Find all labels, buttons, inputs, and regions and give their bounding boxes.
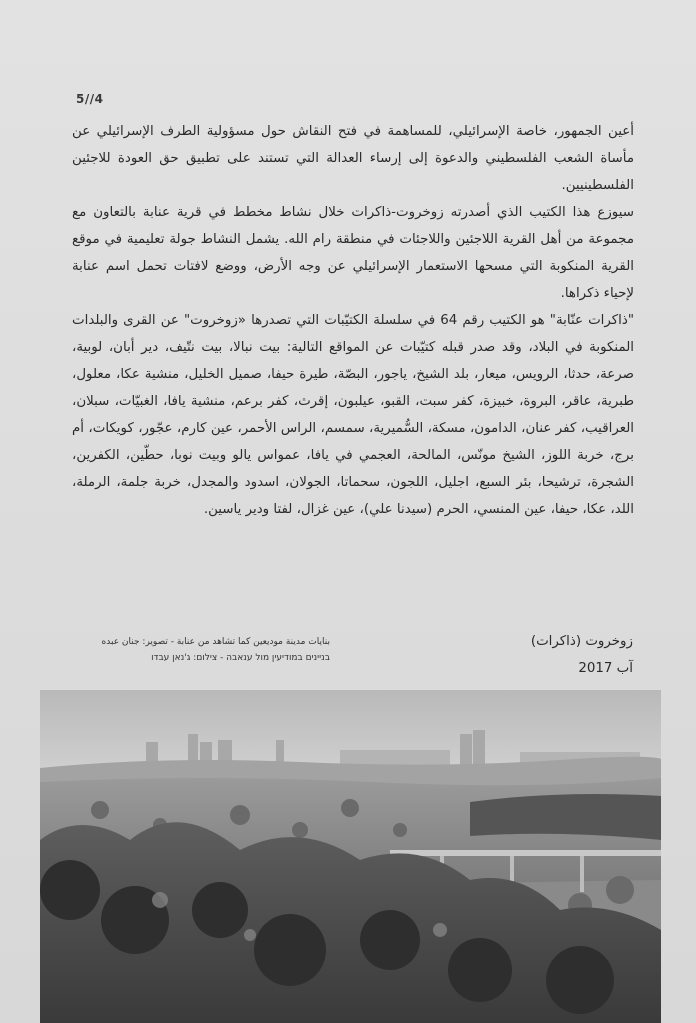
paragraph-2: سيوزع هذا الكتيب الذي أصدرته زوخروت-ذاكرات خلال نشاط مخطط في قرية عنابة بالتعاون مع مجموعة من أهل القرية اللاجئين واللاجئات في منطقة رام الله. يشمل النشاط جولة تعليمية في موقع القرية المنكوبة التي مسحها الاستعمار الإسرائيلي عن وجه الأرض، ووضع لافتات تحمل اسم عنابة لإحياء ذكراها. [72, 205, 634, 301]
body-text [72, 118, 634, 523]
signature-block [531, 628, 633, 682]
photo-caption [101, 634, 330, 666]
landscape-photo [40, 690, 661, 1023]
signature-org: زوخروت (ذاكرات) [530, 634, 633, 649]
photo-caption-hebrew: בניינים במודיעין מול ענאבה - צילום: ג'נאן עבדו [151, 653, 330, 663]
paragraph-3: "ذاكرات عنّابة" هو الكتيب رقم 64 في سلسلة الكتيّبات التي تصدرها «زوخروت" عن القرى والبلدات المنكوبة في البلاد، وقد صدر قبله كتيّبات عن المواقع التالية: بيت نبالا، بيت نتّيف، دير أبان، لوبية، صرعة، حدثا، الرويس، ميعار، بلد الشيخ، ياجور، البصّة، طيرة حيفا، صميل الخليل، منشية عكا، معلول، طبرية، عاقر، البروة، خبيزة، كفر سبت، القبو، عيلبون، إقرث، كفر برعم، منشية يافا، الغبيّات، سبلان، العراقيب، كفر عنان، الدامون، مسكة، السُّميرية، سمسم، الراس الأحمر، عين كارم، عجّور، كويكات، أم برج، خربة اللوز، الشيخ مونّس، المالحة، العجمي في يافا، عمواس يالو وبيت نوبا، حطّين، الكفرين، الشجرة، ترشيحا، بئر السبع، اجليل، اللجون، سحماتا، الجولان، اسدود والمجدل، خربة جلمة، الرملة، اللد، عكا، حيفا، عين المنسي، الحرم (سيدنا علي)، عين غزال، لفتا ودير ياسين. [72, 313, 635, 517]
signature-date: آب 2017 [578, 661, 633, 676]
photo-caption-arabic: بنايات مدينة موديعين كما تشاهد من عنابة - تصوير: جنان عبده [101, 637, 330, 647]
paragraph-1: أعين الجمهور، خاصة الإسرائيلي، للمساهمة في فتح النقاش حول مسؤولية الطرف الإسرائيلي عن مأساة الشعب الفلسطيني والدعوة إلى إرساء العدالة التي تستند على تطبيق حق العودة للاجئين الفلسطينيين. [72, 124, 634, 193]
page-number: 5//4 [76, 92, 104, 106]
